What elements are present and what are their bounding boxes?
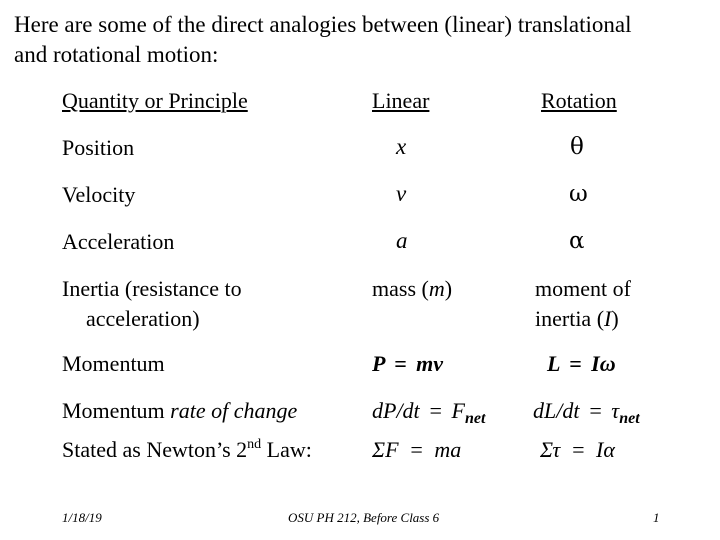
row-momentum-label: Momentum bbox=[62, 351, 165, 376]
row-momentum-rate-label bbox=[62, 398, 297, 424]
row-position-linear: x bbox=[396, 134, 407, 159]
inertia-rotation-symbol: I bbox=[604, 306, 612, 331]
row-inertia-linear bbox=[372, 276, 452, 302]
footer-date: 1/18/19 bbox=[62, 510, 102, 525]
footer-course: OSU PH 212, Before Class 6 bbox=[288, 510, 440, 525]
momentum-rate-linear-eq: dP/dt = F bbox=[372, 398, 465, 423]
newton-label-sup: nd bbox=[247, 437, 262, 452]
row-position-label: Position bbox=[62, 135, 135, 160]
row-acceleration-rotation: α bbox=[569, 228, 585, 254]
footer-page-number: 1 bbox=[653, 510, 660, 525]
momentum-rate-rotation-sub: net bbox=[619, 410, 640, 427]
intro-line-2: and rotational motion: bbox=[14, 42, 219, 67]
row-inertia-rotation-2 bbox=[535, 306, 619, 332]
row-newton-linear: ΣF = ma bbox=[372, 437, 462, 462]
inertia-linear-text: mass ( bbox=[372, 276, 429, 301]
row-newton-label bbox=[62, 437, 312, 463]
inertia-rotation-text: inertia ( bbox=[535, 306, 605, 331]
row-inertia-label-2: acceleration) bbox=[86, 306, 200, 331]
intro-text bbox=[14, 10, 714, 70]
momentum-rate-text: Momentum bbox=[62, 398, 171, 423]
row-momentum-rate-linear bbox=[372, 398, 486, 427]
header-quantity: Quantity or Principle bbox=[62, 88, 248, 113]
row-velocity-rotation: ω bbox=[569, 181, 588, 207]
row-velocity-label: Velocity bbox=[62, 182, 136, 207]
intro-line-1: Here are some of the direct analogies between (linear) translational bbox=[14, 12, 632, 37]
row-inertia-label-1: Inertia (resistance to bbox=[62, 276, 242, 301]
inertia-linear-close: ) bbox=[444, 276, 453, 301]
newton-label-text: Stated as Newton’s 2 bbox=[62, 437, 248, 462]
momentum-rate-linear-sub: net bbox=[464, 410, 486, 427]
row-position-rotation: θ bbox=[570, 134, 584, 160]
row-newton-rotation: Στ = Iα bbox=[540, 437, 615, 462]
row-acceleration-label: Acceleration bbox=[62, 229, 175, 254]
row-momentum-rate-rotation bbox=[533, 398, 640, 427]
header-rotation: Rotation bbox=[541, 88, 617, 113]
row-momentum-linear: P = mv bbox=[372, 351, 444, 376]
header-linear: Linear bbox=[372, 88, 430, 113]
row-acceleration-linear: a bbox=[396, 228, 408, 253]
row-momentum-rotation: L = Iω bbox=[547, 351, 616, 376]
inertia-rotation-close: ) bbox=[611, 306, 619, 331]
newton-label-end: Law: bbox=[261, 437, 312, 462]
row-velocity-linear: v bbox=[396, 181, 407, 206]
momentum-rate-rotation-eq: dL/dt = τ bbox=[533, 398, 620, 423]
row-inertia-rotation-1: moment of bbox=[535, 276, 631, 301]
inertia-linear-symbol: m bbox=[428, 276, 445, 301]
momentum-rate-italic: rate of change bbox=[170, 398, 298, 423]
